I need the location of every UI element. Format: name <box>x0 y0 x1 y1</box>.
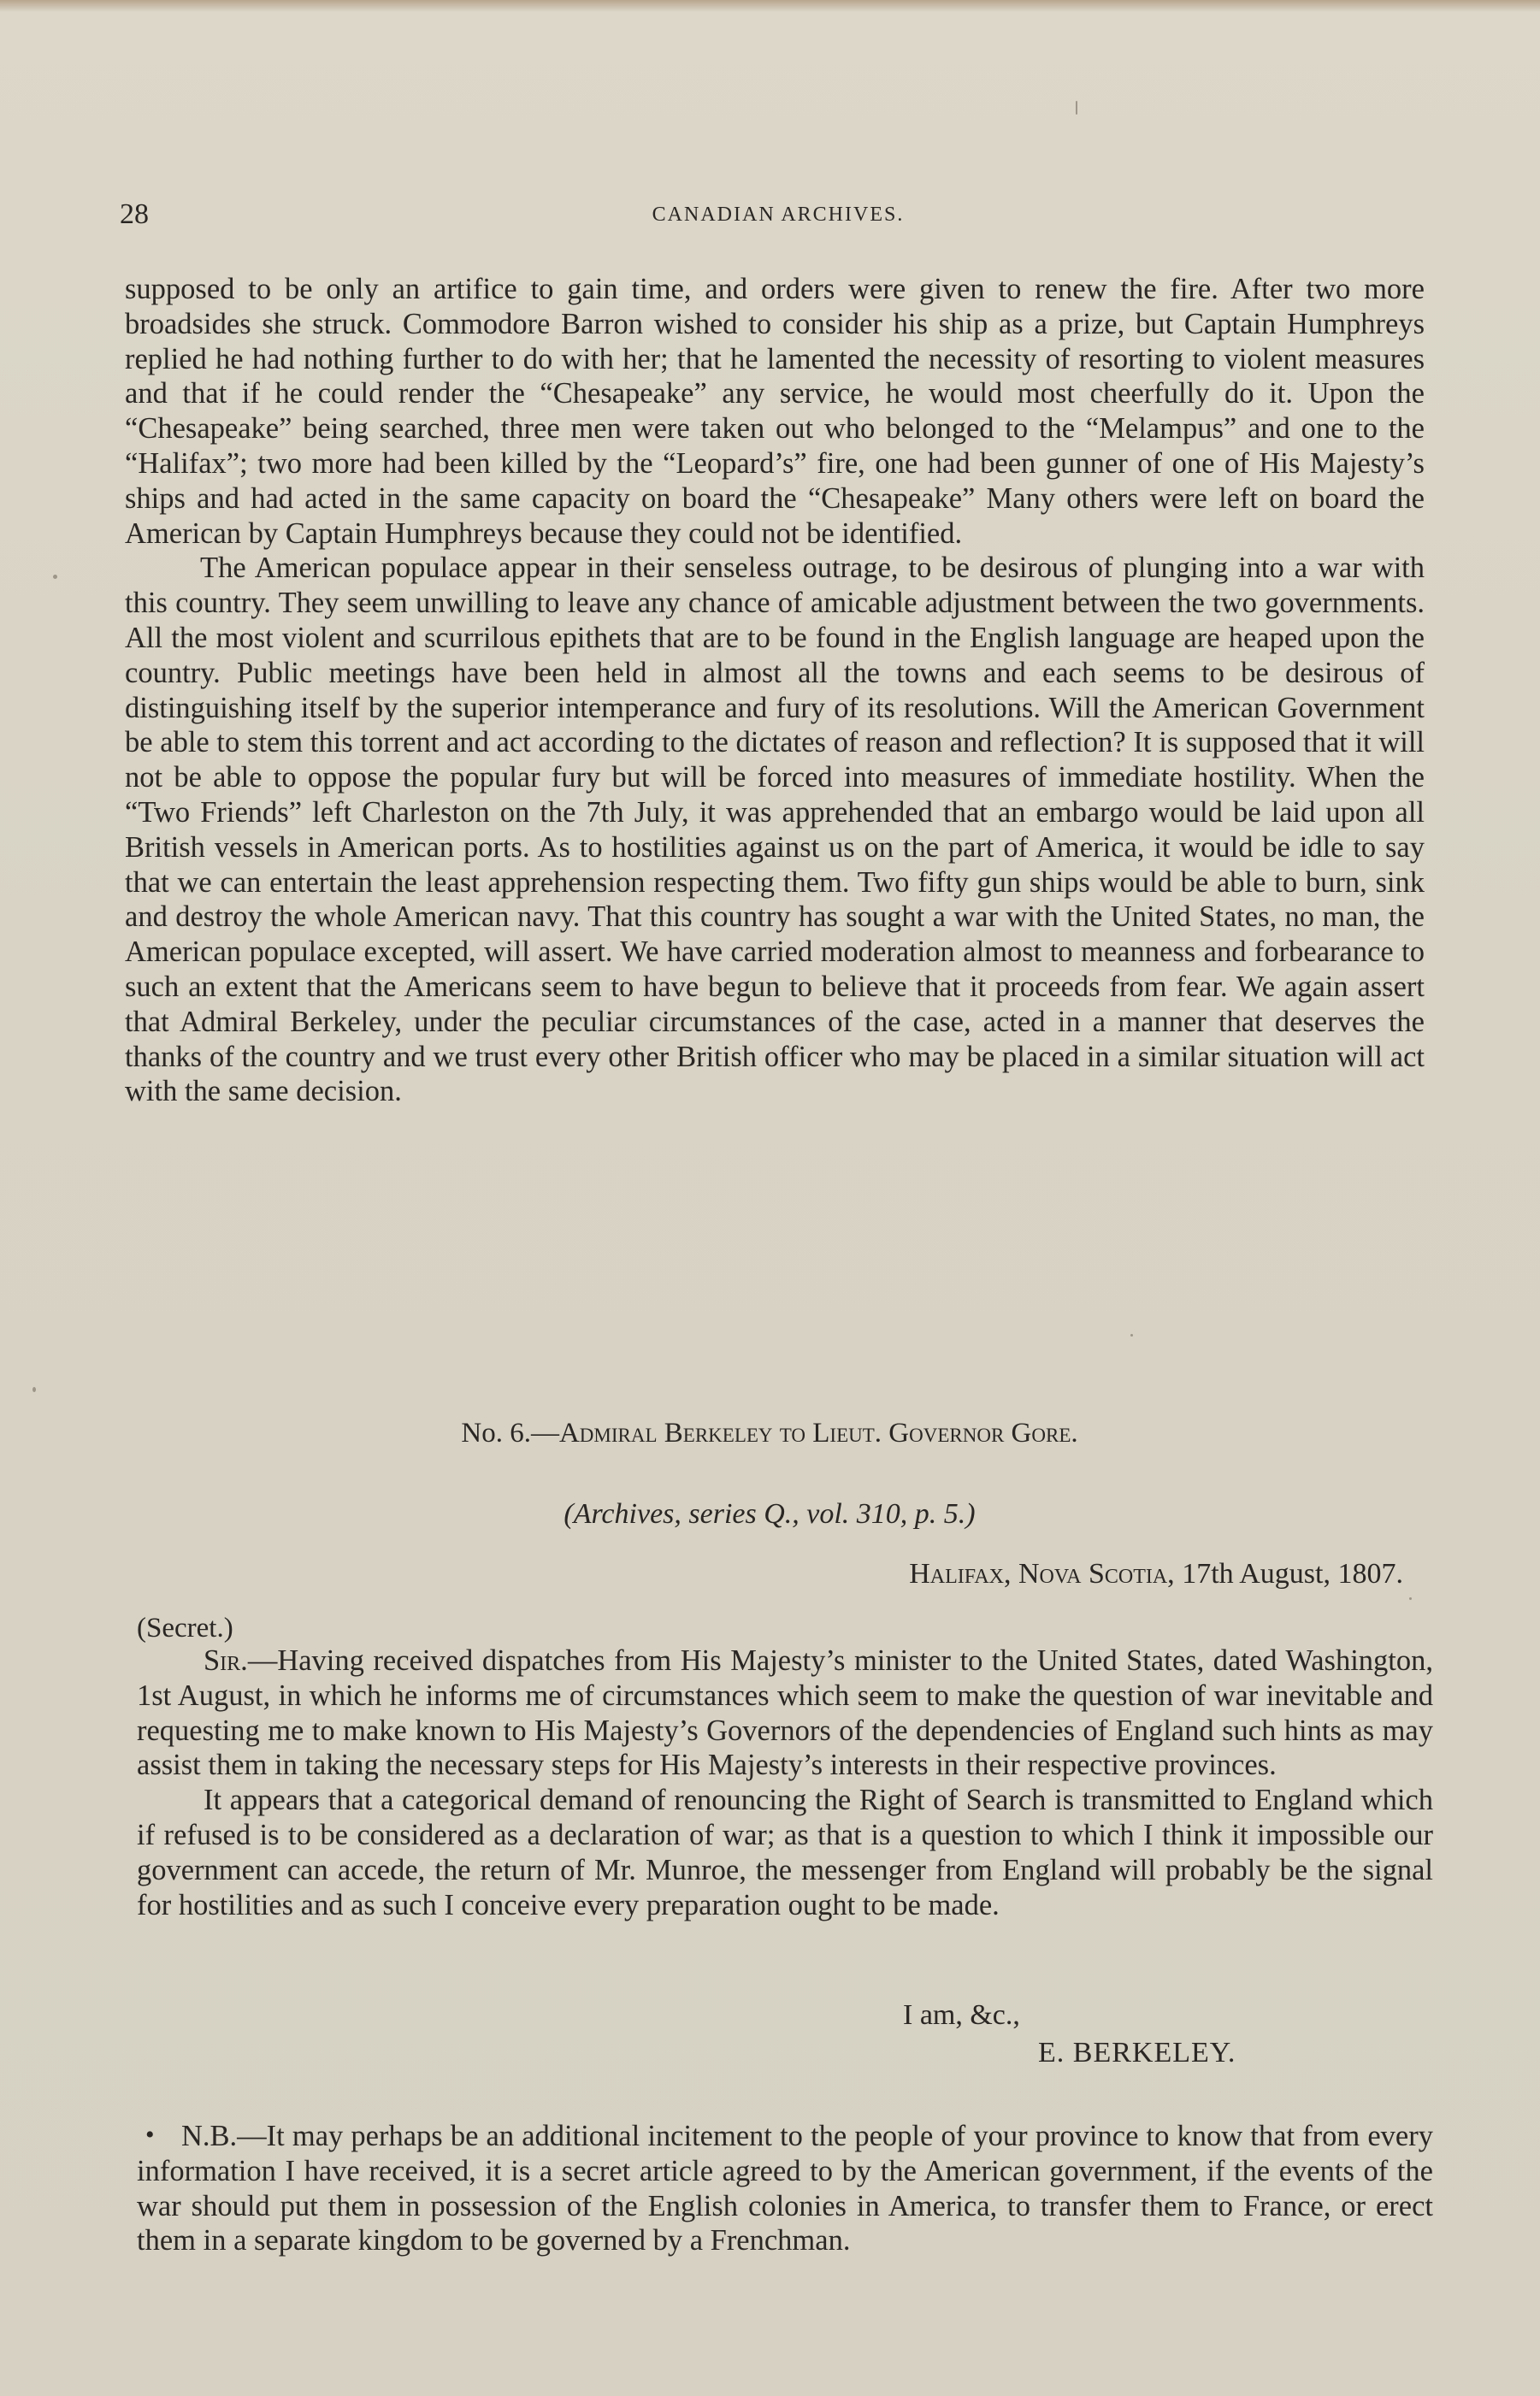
paper-speck <box>1409 1597 1412 1600</box>
letter-number: No. 6.— <box>461 1418 559 1449</box>
page-header <box>120 198 1437 233</box>
body-paragraph-1: supposed to be only an artifice to gain time, and orders were given to renew the fire. After two more broadsides she struck. Commodore Barron wished to consider his ship as a prize, but Captain Humphreys replied he had nothing further to do with her; that he lamented the necessity of resorting to violent measures and that if he could render the “Chesapeake” any service, he would most cheerfully do it. Upon the “Chesapeake” being searched, three men were taken out who belonged to the “Melampus” and one to the “Halifax”; two more had been killed by the “Leopard’s” fire, one had been gunner of one of His Majesty’s ships and had acted in the same capacity on board the “Chesapeake” Many others were left on board the American by Captain Humphreys because they could not be identified. <box>125 273 1425 550</box>
page-number: 28 <box>120 198 149 230</box>
body-text <box>125 272 1425 1109</box>
letter-title <box>120 1418 1419 1449</box>
letter-title-text: Admiral Berkeley to Lieut. Governor Gore. <box>558 1418 1078 1449</box>
dateline <box>909 1558 1403 1590</box>
paper-speck <box>32 1387 36 1392</box>
archive-reference: (Archives, series Q., vol. 310, p. 5.) <box>563 1498 976 1530</box>
body-paragraph-2: The American populace appear in their senseless outrage, to be desirous of plunging into a war with this country. They seem unwilling to leave any chance of amicable adjustment between the two governments. All the most violent and scurrilous epithets that are to be found in the English language are heaped upon the country. Public meetings have been held in almost all the towns and each seems to be desirous of distinguishing itself by the superior intemperance and fury of its resolutions. Will the American Government be able to stem this torrent and act according to the dictates of reason and reflection? It is supposed that it will not be able to oppose the popular fury but will be forced into measures of immediate hostility. When the “Two Friends” left Charleston on the 7th July, it was apprehended that an embargo would be laid upon all British vessels in American ports. As to hostilities against us on the part of America, it would be idle to say that we can entertain the least apprehension respecting them. Two fifty gun ships would be able to burn, sink and destroy the whole American navy. That this country has sought a war with the United States, no man, the American populace excepted, will assert. We have carried moderation almost to meanness and forbearance to such an extent that the Americans seem to have begun to believe that it proceeds from fear. We again assert that Admiral Berkeley, under the peculiar circumstances of the case, acted in a manner that deserves the thanks of the country and we trust every other British officer who may be placed in a similar situation will act with the same decision. <box>125 552 1425 1108</box>
classification-label: (Secret.) <box>137 1613 233 1644</box>
dateline-place: Halifax, Nova Scotia, <box>909 1558 1175 1590</box>
running-head: CANADIAN ARCHIVES. <box>652 204 905 226</box>
paper-speck <box>53 575 57 579</box>
letter-closing: I am, &c., <box>903 1999 1020 2031</box>
letter-paragraph-1-text: —Having received dispatches from His Majesty’s minister to the United States, dated Washington, 1st August, in which he informs me of circumstances which seem to make the question of war inevitable and requesting me to make known to His Majesty’s Governors of the dependencies of England such hints as may assist them in taking the necessary steps for His Majesty’s interests in their respective provinces. <box>137 1644 1433 1782</box>
paper-speck <box>1076 101 1077 115</box>
nota-bene: N.B.—It may perhaps be an additional incitement to the people of your province to know that from every information I have received, it is a secret article agreed to by the American government, if the events of the war should put them in possession of the English colonies in America, to transfer them to France, or erect them in a separate kingdom to be governed by a Frenchman. <box>137 2120 1433 2257</box>
dateline-date: 17th August, 1807. <box>1174 1558 1403 1590</box>
letter-body <box>137 1644 1433 1922</box>
signature: E. BERKELEY. <box>1038 2037 1236 2068</box>
letter-paragraph-2: It appears that a categorical demand of renouncing the Right of Search is transmitted to England which if refused is to be considered as a declaration of war; as that is a question to which I think it impossible our government can accede, the return of Mr. Munroe, the messenger from England will probably be the signal for hostilities and as such I conceive every preparation ought to be made. <box>137 1784 1433 1921</box>
letter-paragraph-1 <box>137 1644 1433 1783</box>
page-top-edge <box>0 0 1540 12</box>
salutation: Sir. <box>204 1644 248 1677</box>
paper-speck <box>1130 1334 1133 1337</box>
bullet-mark: • <box>145 2121 155 2149</box>
